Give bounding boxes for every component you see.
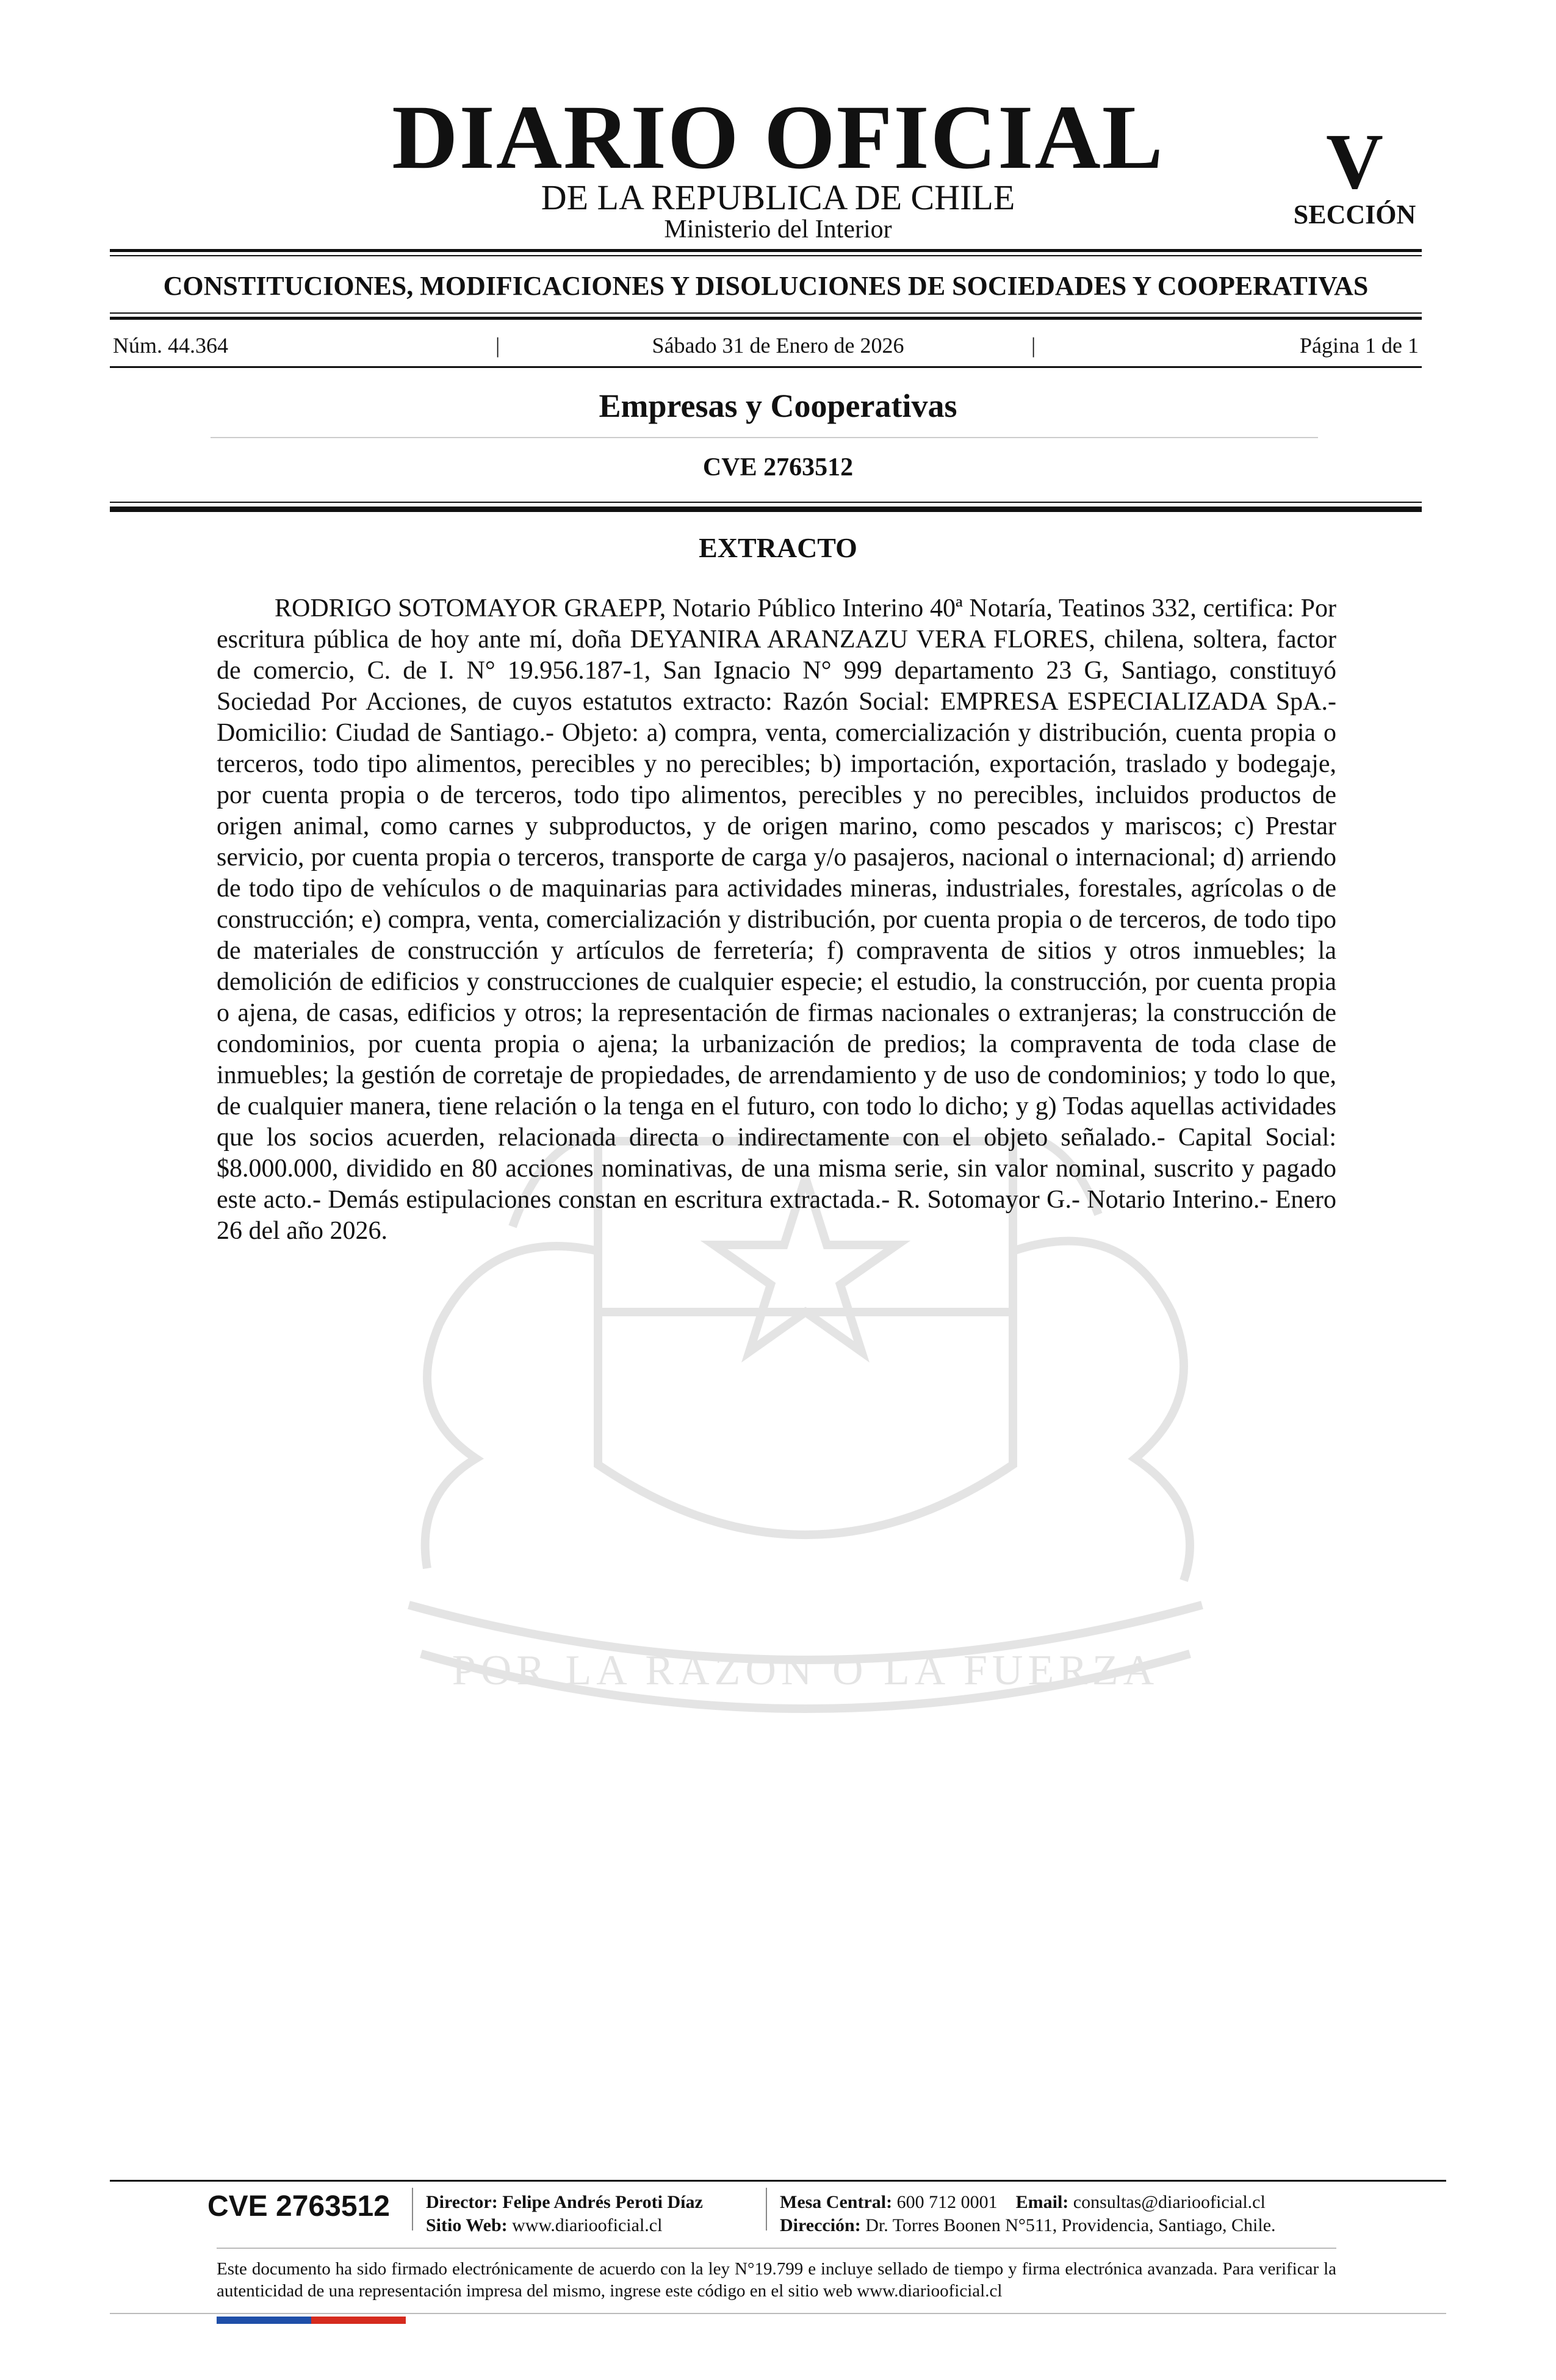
masthead-rule-thin [110, 255, 1422, 256]
footer-rule [110, 2180, 1446, 2182]
email-link[interactable]: consultas@diariooficial.cl [1073, 2192, 1266, 2212]
footer-separator [412, 2188, 413, 2230]
section-label: SECCIÓN [1293, 200, 1416, 229]
watermark-motto: POR LA RAZON O LA FUERZA [452, 1647, 1159, 1694]
masthead-subtitle: DE LA REPUBLICA DE CHILE [541, 178, 1015, 217]
cve-rule-thin [110, 502, 1422, 503]
footer-bottom-rule [110, 2313, 1446, 2314]
category-heading: CONSTITUCIONES, MODIFICACIONES Y DISOLUCIONES DE SOCIEDADES Y COOPERATIVAS [163, 271, 1369, 301]
document-body: RODRIGO SOTOMAYOR GRAEPP, Notario Público Interino 40ª Notaría, Teatinos 332, certifica: Por escritura pública de hoy ante mí, doña DEYANIRA ARANZAZU VERA FLORES, chilena, soltera, factor de comercio, C. de I. N° 19.956.187-1, San Ignacio N° 999 departamento 23 G, Santiago, constituyó Sociedad Por Acciones, de cuyos estatutos extracto: Razón Social: EMPRESA ESPECIALIZADA SpA.- Domicilio: Ciudad de Santiago.- Objeto: a) compra, venta, comercialización y distribución, cuenta propia o terceros, todo tipo alimentos, perecibles y no perecibles; b) importación, exportación, traslado y bodegaje, por cuenta propia o de terceros, todo tipo alimentos, perecibles y no perecibles, incluidos productos de origen animal, como carnes y subproductos, y de origen marino, como pescados y mariscos; c) Prestar servicio, por cuenta propia o terceros, transporte de carga y/o pasajeros, nacional o internacional; d) arriendo de todo tipo de vehículos o de maquinarias para actividades mineras, industriales, forestales, agrícolas o de construcción; e) compra, venta, comercialización y distribución, por cuenta propia o de terceros, de todo tipo de materiales de construcción y artículos de ferretería; f) compraventa de sitios y otros inmuebles; la demolición de edificios y construcciones de cualquier especie; el estudio, la construcción, por cuenta propia o ajena, de casas, edificios y otros; la representación de firmas nacionales o extranjeras; la construcción de condominios, por cuenta propia o ajena; la urbanización de predios; la compraventa de toda clase de inmuebles; la gestión de corretaje de propiedades, de arrendamiento y de uso de condominios; y todo lo que, de cualquier manera, tiene relación o la tenga en el futuro, con todo lo dicho; y g) Todas aquellas actividades que los socios acuerden, relacionada directa o indirectamente con el objeto señalado.- Capital Social: $8.000.000, dividido en 80 acciones nominativas, de una misma serie, sin valor nominal, suscrito y pagado este acto.- Demás estipulaciones constan en escritura extractada.- R. Sotomayor G.- Notario Interino.- Enero 26 del año 2026. [217, 594, 1336, 1245]
footer-contact-left [426, 2191, 703, 2237]
meta-separator: | [1031, 333, 1036, 358]
issue-number: Núm. 44.364 [113, 333, 228, 358]
website-link[interactable]: www.diariooficial.cl [512, 2215, 663, 2235]
address-label: Dirección: [780, 2215, 861, 2235]
masthead-ministry: Ministerio del Interior [664, 215, 892, 243]
category-rule [110, 312, 1422, 314]
director-label: Director: [426, 2192, 498, 2212]
section-letter: V [1326, 118, 1383, 206]
document-title: EXTRACTO [699, 532, 857, 563]
director-name: Felipe Andrés Peroti Díaz [502, 2192, 703, 2212]
meta-separator: | [495, 333, 500, 358]
phone-value: 600 712 0001 [896, 2192, 998, 2212]
section-heading-rule [211, 437, 1318, 438]
footer-note-rule [217, 2248, 1336, 2249]
page-number: Página 1 de 1 [1300, 333, 1419, 358]
address-value: Dr. Torres Boonen N°511, Providencia, Santiago, Chile. [865, 2215, 1276, 2235]
masthead-title: DIARIO OFICIAL [392, 87, 1164, 188]
issue-date: Sábado 31 de Enero de 2026 [652, 333, 904, 358]
footer-contact-right [780, 2191, 1276, 2237]
flag-stripe-blue [217, 2317, 311, 2324]
cve-rule-thick [110, 507, 1422, 512]
category-rule-thick [110, 317, 1422, 320]
email-label: Email: [1015, 2192, 1069, 2212]
masthead-rule [110, 249, 1422, 252]
footer-separator [766, 2188, 767, 2230]
meta-rule [110, 366, 1422, 368]
footer-legal-note: Este documento ha sido firmado electrónicamente de acuerdo con la ley N°19.799 e incluye sellado de tiempo y firma electrónica avanzada. Para verificar la autenticidad de una representación impresa del mismo, ingrese este código en el sitio web www.diariooficial.cl [217, 2259, 1336, 2301]
cve-code: CVE 2763512 [702, 453, 854, 481]
website-label: Sitio Web: [426, 2215, 508, 2235]
footer-cve-code: CVE 2763512 [207, 2190, 390, 2223]
section-heading: Empresas y Cooperativas [599, 388, 957, 424]
flag-stripe-red [311, 2317, 406, 2324]
phone-label: Mesa Central: [780, 2192, 893, 2212]
